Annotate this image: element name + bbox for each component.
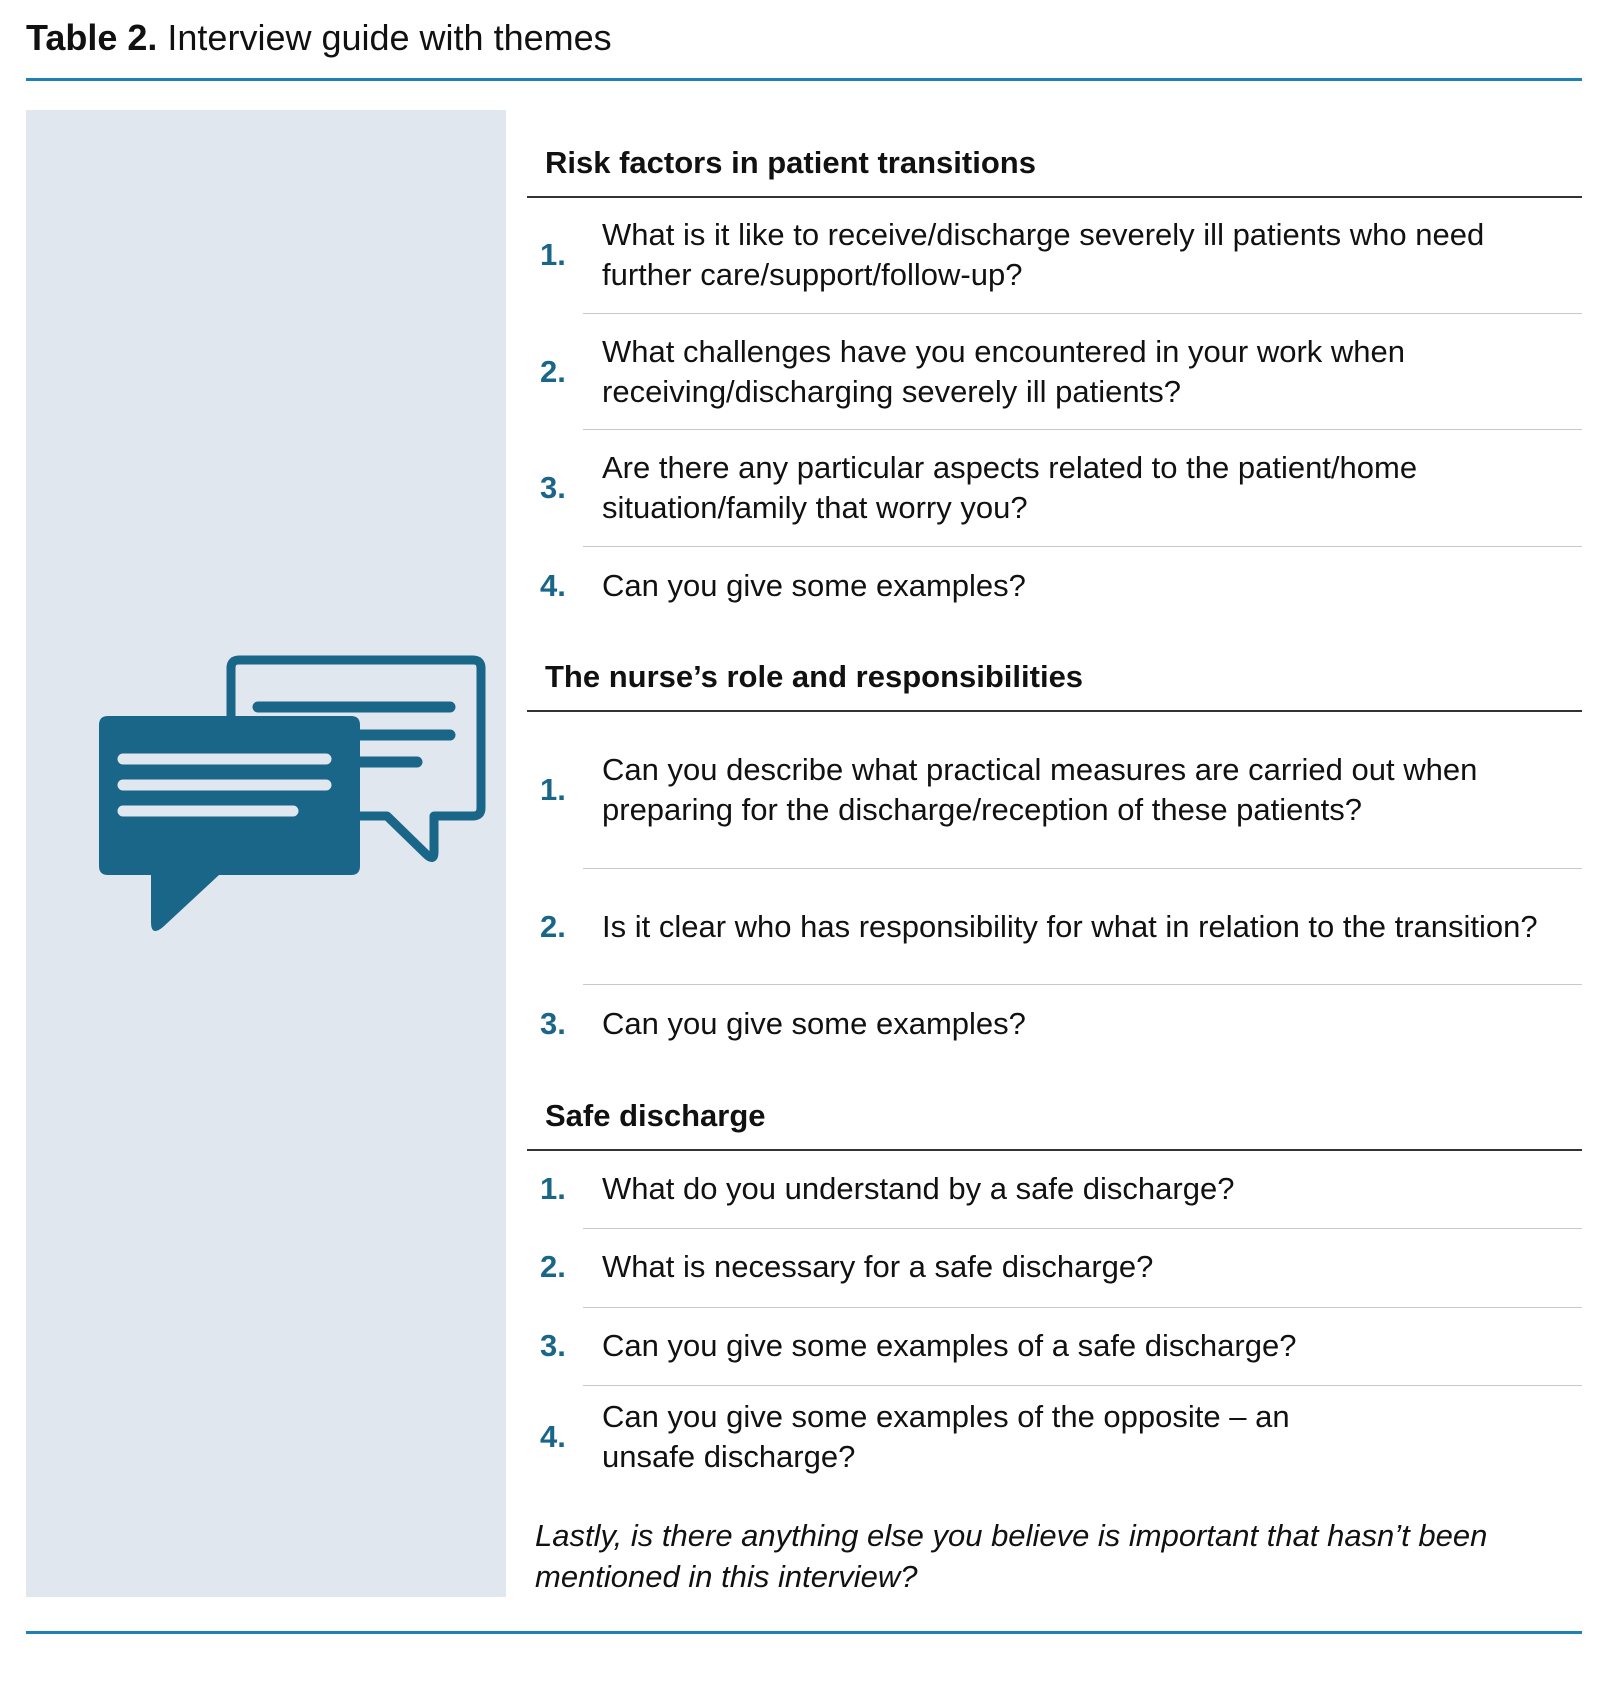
item-divider [583,1228,1582,1229]
item-number: 1. [540,1171,566,1206]
item-divider [583,1307,1582,1308]
item-number: 2. [540,354,566,389]
item-text: What is necessary for a safe discharge? [602,1249,1154,1284]
list-item [540,1004,1580,1044]
list-item [540,566,1580,606]
item-number: 2. [540,909,566,944]
item-number: 3. [540,470,566,505]
chat-bubbles-icon [71,640,491,960]
item-number: 3. [540,1328,566,1363]
item-number: 4. [540,1419,566,1454]
table-title [26,14,612,62]
item-divider [583,868,1582,869]
list-item [540,1397,1580,1477]
top-rule [26,78,1582,81]
item-text: What is it like to receive/discharge severely ill patients who need further care/support/follow-up? [602,217,1485,292]
item-number: 1. [540,237,566,272]
item-text: Can you give some examples of the opposite – an unsafe discharge? [602,1399,1290,1474]
section-heading-safe-discharge: Safe discharge [545,1098,766,1133]
item-text: What do you understand by a safe discharge? [602,1171,1235,1206]
bottom-rule [26,1631,1582,1634]
item-text: Can you give some examples? [602,1006,1026,1041]
item-text: Is it clear who has responsibility for what in relation to the transition? [602,909,1538,944]
section-heading-risk-factors: Risk factors in patient transitions [545,145,1036,180]
item-text: Can you give some examples of a safe discharge? [602,1328,1297,1363]
item-number: 4. [540,568,566,603]
item-number: 3. [540,1006,566,1041]
item-text: Can you give some examples? [602,568,1026,603]
closing-question: Lastly, is there anything else you believe is important that hasn’t been mentioned in this interview? [535,1518,1488,1594]
item-divider [583,546,1582,547]
table-caption: Interview guide with themes [167,17,612,58]
item-divider [583,313,1582,314]
item-text: What challenges have you encountered in your work when receiving/discharging severely ill patients? [602,334,1406,409]
list-item [540,215,1580,295]
icon-panel [26,110,506,1597]
section-rule [527,1149,1582,1151]
section-heading-nurse-role: The nurse’s role and responsibilities [545,659,1084,694]
list-item [540,887,1580,967]
section-rule [527,196,1582,198]
item-divider [583,1385,1582,1386]
list-item [540,448,1580,528]
item-text: Are there any particular aspects related to the patient/home situation/family that worry you? [602,450,1418,525]
item-number: 2. [540,1249,566,1284]
section-rule [527,710,1582,712]
list-item [540,1169,1580,1209]
item-text: Can you describe what practical measures are carried out when preparing for the discharge/reception of these patients? [602,752,1478,827]
item-divider [583,984,1582,985]
list-item [540,332,1580,412]
list-item [540,730,1580,850]
table-label: Table 2. [26,17,158,58]
item-number: 1. [540,772,566,807]
list-item [540,1247,1580,1287]
list-item [540,1326,1580,1366]
item-divider [583,429,1582,430]
